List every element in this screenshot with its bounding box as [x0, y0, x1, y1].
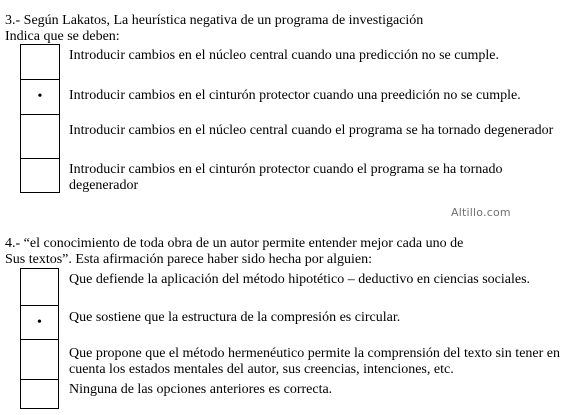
- q4-option-2-checkbox[interactable]: [20, 305, 59, 340]
- q4-option-4-label: Ninguna de las opciones anteriores es correcta.: [69, 382, 333, 397]
- q3-subtitle: Indica que se deben:: [5, 29, 120, 44]
- q4-option-2-label: Que sostiene que la estructura de la compresión es circular.: [69, 310, 401, 325]
- q3-option-2-label: Introducir cambios en el cinturón protector cuando una preedición no se cumple.: [69, 88, 521, 103]
- q3-option-3-checkbox[interactable]: [20, 114, 60, 159]
- selected-bullet-icon: •: [37, 89, 43, 104]
- selected-bullet-icon: •: [37, 314, 42, 330]
- q3-title: 3.- Según Lakatos, La heurística negativa de un programa de investigación: [5, 13, 424, 28]
- q3-option-4-label: Introducir cambios en el cinturón protector cuando el programa se ha tornado degenerador: [69, 162, 503, 193]
- q4-title-line2: Sus textos”. Esta afirmación parece haber sido hecha por alguien:: [5, 252, 372, 267]
- q4-option-1-checkbox[interactable]: [20, 268, 59, 306]
- q4-option-4-checkbox[interactable]: [20, 379, 59, 409]
- q3-option-4-checkbox[interactable]: [20, 158, 60, 193]
- q4-option-1-label: Que defiende la aplicación del método hipotético – deductivo en ciencias sociales.: [69, 272, 531, 287]
- q3-option-2-checkbox[interactable]: [20, 79, 60, 115]
- q3-option-1-checkbox[interactable]: [20, 44, 60, 80]
- watermark-text: Altillo.com: [451, 206, 511, 219]
- q3-option-1-label: Introducir cambios en el núcleo central cuando una predicción no se cumple.: [69, 48, 499, 63]
- q4-option-3-checkbox[interactable]: [20, 339, 59, 380]
- q4-title-line1: 4.- “el conocimiento de toda obra de un autor permite entender mejor cada uno de: [5, 236, 464, 251]
- q3-option-3-label: Introducir cambios en el núcleo central cuando el programa se ha tornado degenerador: [69, 123, 554, 138]
- q4-option-3-label: Que propone que el método hermenéutico permite la comprensión del texto sin tener en cuenta los estados mentales del autor, sus creencias, intenciones, etc.: [69, 346, 561, 377]
